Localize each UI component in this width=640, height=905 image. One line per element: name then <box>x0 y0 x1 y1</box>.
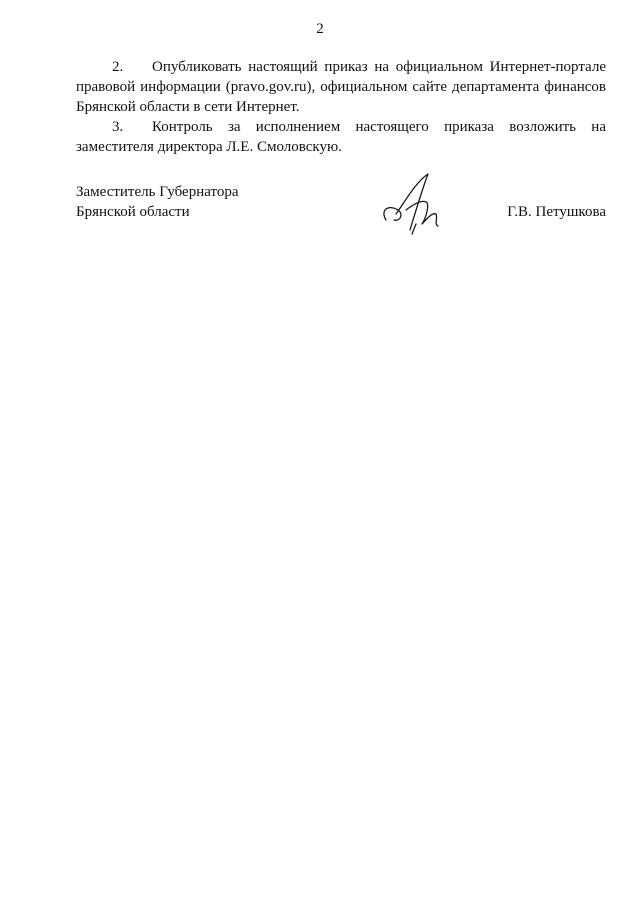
signatory-title <box>76 182 239 222</box>
handwritten-signature-icon <box>376 170 456 240</box>
paragraph-number: 2. <box>112 59 124 75</box>
signatory-title-line-2: Брянской области <box>76 204 190 220</box>
paragraph-2 <box>76 57 606 117</box>
paragraph-text: Контроль за исполнением настоящего приказа возложить на заместителя директора Л.Е. Смоловскую. <box>76 119 606 155</box>
signature-block <box>76 182 606 242</box>
signatory-name: Г.В. Петушкова <box>507 204 606 220</box>
signatory-title-line-1: Заместитель Губернатора <box>76 184 239 200</box>
paragraph-text: Опубликовать настоящий приказ на официальном Интернет-портале правовой информации (pravo.gov.ru), официальном сайте департамента финансов Брянской области в сети Интернет. <box>76 59 606 115</box>
paragraph-number: 3. <box>112 119 124 135</box>
paragraph-3 <box>76 117 606 157</box>
page-number: 2 <box>316 21 324 37</box>
document-body <box>76 57 606 157</box>
